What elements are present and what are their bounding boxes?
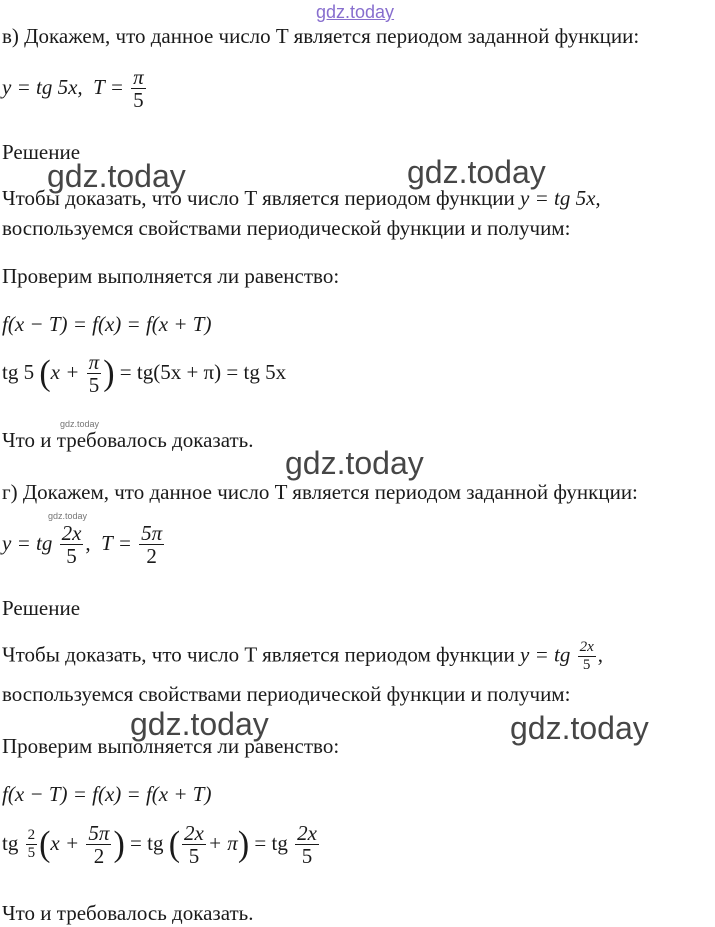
intro-function: y = tg	[520, 642, 571, 667]
intro-fraction	[578, 640, 596, 673]
function-expression: y = tg 5x,	[2, 74, 83, 99]
equals-tg: = tg	[130, 830, 164, 855]
x-plus: x +	[50, 359, 80, 384]
intro-text: Чтобы доказать, что число T является периодом функции	[2, 642, 520, 667]
x-plus: x +	[50, 830, 80, 855]
equals-tg: = tg	[254, 830, 288, 855]
equality-periodicity: f(x − T) = f(x) = f(x + T)	[2, 782, 212, 806]
right-paren: )	[103, 354, 115, 393]
intro-line-2: воспользуемся свойствами периодической функции и получим:	[2, 216, 571, 240]
two-x-over-5-fraction	[182, 822, 206, 868]
two-x-over-5-fraction	[295, 822, 319, 868]
fraction-denominator: 5	[60, 544, 84, 568]
intro-function: y = tg 5x,	[520, 186, 601, 210]
part-g-function: y = tg $\frac{2x}{5}$ , T = $\frac{5\pi}{2}$	[2, 521, 163, 569]
fraction-denominator: 5	[578, 656, 596, 674]
fraction-denominator: 5	[295, 844, 319, 868]
pi-over-5-fraction	[87, 351, 102, 397]
five-pi-over-2-fraction	[86, 822, 111, 868]
function-fraction	[60, 522, 84, 568]
right-paren: )	[237, 825, 250, 864]
fraction-denominator: 5	[131, 88, 146, 112]
solution-label: Решение	[2, 140, 81, 164]
part-v-function	[2, 66, 148, 112]
function-expression: y = tg	[2, 530, 53, 555]
watermark: gdz.today	[285, 445, 424, 481]
watermark: gdz.today	[47, 158, 186, 194]
right-paren: )	[113, 825, 125, 864]
tg-expression: tg 5	[2, 359, 35, 384]
watermark: gdz.today	[130, 706, 269, 742]
left-paren: (	[39, 354, 51, 393]
period-fraction	[131, 66, 146, 112]
fraction-numerator: 2x	[579, 639, 594, 655]
watermark: gdz.today	[407, 154, 546, 190]
period-label: T =	[101, 530, 132, 555]
two-fifths-fraction	[26, 828, 38, 861]
period-label: T =	[93, 74, 124, 99]
intro-line-1: Чтобы доказать, что число T является периодом функции y = tg $\frac{2x}{5}$ ,	[2, 639, 603, 673]
solution-label: Решение	[2, 596, 81, 620]
part-g-heading: г) Докажем, что данное число T является периодом заданной функции:	[2, 480, 638, 504]
check-label: Проверим выполняется ли равенство:	[2, 734, 340, 758]
tg-label: tg	[2, 830, 19, 855]
period-fraction	[139, 522, 164, 568]
fraction-denominator: 5	[27, 845, 36, 862]
fraction-denominator: 2	[86, 844, 111, 868]
tg-result: = tg(5x + π) = tg 5x	[119, 359, 287, 384]
watermark-small: gdz.today	[60, 419, 100, 429]
fraction-numerator: π	[133, 65, 144, 89]
part-g-verification	[2, 822, 321, 868]
watermark-top: gdz.today	[316, 2, 395, 22]
fraction-denominator: 2	[139, 544, 164, 568]
check-label: Проверим выполняется ли равенство:	[2, 264, 340, 288]
fraction-numerator: 5π	[141, 521, 163, 545]
intro-line-2: воспользуемся свойствами периодической функции и получим:	[2, 682, 571, 706]
fraction-numerator: 2x	[61, 521, 82, 545]
fraction-numerator: π	[88, 350, 100, 374]
fraction-numerator: 2	[27, 827, 36, 844]
part-v-verification	[2, 351, 286, 397]
fraction-denominator: 5	[182, 844, 206, 868]
fraction-numerator: 5π	[88, 821, 110, 845]
part-v-heading: в) Докажем, что данное число T является периодом заданной функции:	[2, 24, 640, 48]
fraction-numerator: 2x	[297, 821, 317, 845]
watermark-small: gdz.today	[48, 511, 88, 521]
left-paren: (	[39, 825, 51, 864]
fraction-numerator: 2x	[184, 821, 204, 845]
conclusion: Что и требовалось доказать.	[2, 428, 254, 452]
conclusion: Что и требовалось доказать.	[2, 901, 254, 925]
watermark: gdz.today	[510, 710, 649, 746]
equality-periodicity: f(x − T) = f(x) = f(x + T)	[2, 312, 212, 336]
fraction-denominator: 5	[87, 373, 102, 397]
plus-pi: + π	[207, 830, 238, 855]
intro-line-1	[2, 188, 601, 209]
intro-text: Чтобы доказать, что число T является периодом функции	[2, 186, 520, 210]
left-paren: (	[168, 825, 181, 864]
